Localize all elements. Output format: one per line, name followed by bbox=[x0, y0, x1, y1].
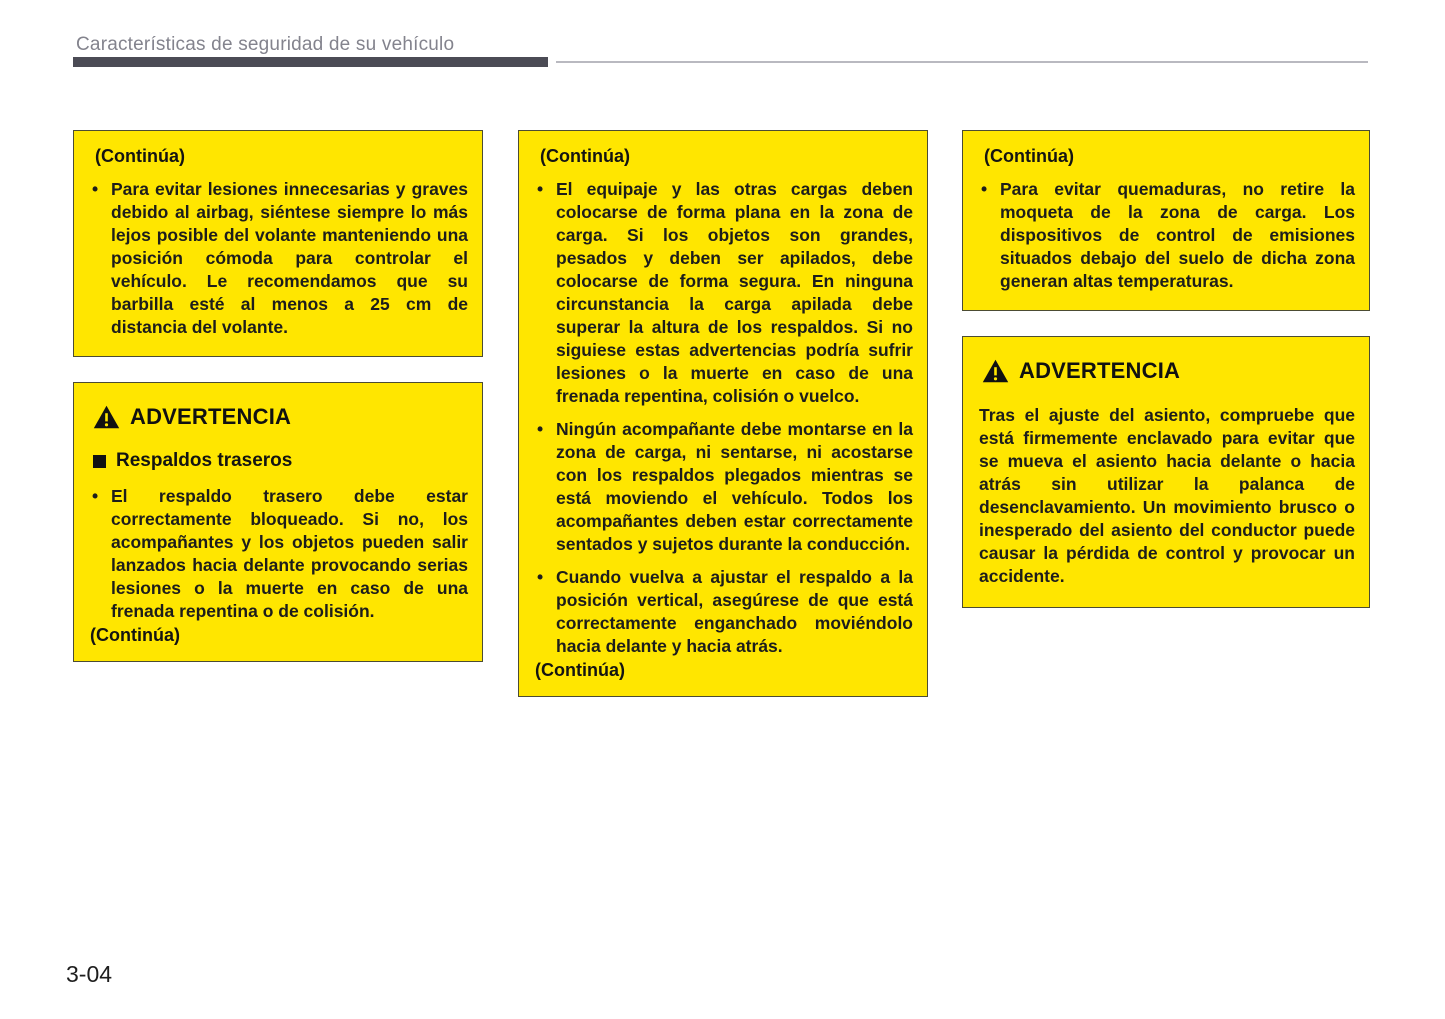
warning-paragraph: Tras el ajuste del asiento, compruebe que está firmemente enclavado para evitar que se mueva el asiento hacia delante o hacia atrás sin utilizar la palanca de desenclavamiento. Un movimiento brusco o inesperado del asiento del conductor puede causar la pérdida de control y provocar un accidente. bbox=[979, 405, 1355, 586]
warning-subheading bbox=[93, 450, 468, 472]
bullet-text: Ningún acompañante debe montarse en la zona de carga, ni sentarse, ni acostarse con los respaldos plegados mientras se está moviendo el vehículo. Todos los acompañantes deben estar correctamente sentados y sujetos durante la conducción. bbox=[556, 419, 913, 554]
square-bullet-icon bbox=[93, 455, 106, 468]
bullet-text: Cuando vuelva a ajustar el respaldo a la posición vertical, asegúrese de que está correctamente enganchado moviéndolo hacia delante y hacia atrás. bbox=[556, 567, 913, 656]
warning-title: ADVERTENCIA bbox=[1019, 358, 1181, 383]
bullet-item bbox=[89, 485, 468, 623]
warning-triangle-icon bbox=[93, 405, 120, 429]
page-title: Características de seguridad de su vehículo bbox=[76, 34, 455, 55]
header-accent-bar bbox=[73, 57, 548, 67]
page-number: 3-04 bbox=[66, 961, 113, 987]
bullet-text: El equipaje y las otras cargas deben colocarse de forma plana en la zona de carga. Si los objetos son grandes, pesados y deben ser apilados, debe colocarse de forma segura. En ninguna circunstancia la carga apilada debe superar la altura de los respaldos. Si no siguiese estas advertencias podría sufrir lesiones o la muerte en caso de una frenada repentina, colisión o vuelco. bbox=[556, 179, 913, 406]
bullet-item bbox=[89, 178, 468, 339]
continua-label: (Continúa) bbox=[535, 660, 625, 680]
warning-title: ADVERTENCIA bbox=[130, 404, 292, 429]
warning-heading bbox=[93, 404, 468, 430]
bullet-item bbox=[978, 178, 1355, 293]
bullet-item bbox=[534, 566, 913, 658]
continuation-box bbox=[962, 130, 1370, 311]
warning-subheading-text: Respaldos traseros bbox=[116, 450, 293, 471]
column-middle bbox=[518, 130, 928, 722]
header-rule-line bbox=[556, 61, 1368, 63]
continuation-box bbox=[73, 130, 483, 357]
warning-heading bbox=[982, 358, 1355, 384]
continua-label: (Continúa) bbox=[540, 146, 630, 166]
continua-label: (Continúa) bbox=[984, 146, 1074, 166]
bullet-list bbox=[534, 178, 913, 658]
continua-label: (Continúa) bbox=[90, 625, 180, 645]
bullet-list bbox=[89, 178, 468, 339]
column-right bbox=[962, 130, 1370, 633]
bullet-text: Para evitar quemaduras, no retire la moqueta de la zona de carga. Los dispositivos de control de emisiones situados debajo del suelo de dicha zona generan altas temperaturas. bbox=[1000, 179, 1355, 291]
bullet-list bbox=[89, 485, 468, 623]
column-left bbox=[73, 130, 483, 687]
bullet-item bbox=[534, 418, 913, 556]
bullet-item bbox=[534, 178, 913, 408]
warning-box bbox=[962, 336, 1370, 608]
continua-label: (Continúa) bbox=[95, 146, 185, 166]
warning-triangle-icon bbox=[982, 359, 1009, 383]
warning-box bbox=[73, 382, 483, 662]
bullet-text: El respaldo trasero debe estar correctamente bloqueado. Si no, los acompañantes y los objetos pueden salir lanzados hacia delante provocando serias lesiones o la muerte en caso de una frenada repentina o de colisión. bbox=[111, 486, 468, 621]
bullet-text: Para evitar lesiones innecesarias y graves debido al airbag, siéntese siempre lo más lejos posible del volante manteniendo una posición cómoda para controlar el vehículo. Le recomendamos que su barbilla esté al menos a 25 cm de distancia del volante. bbox=[111, 179, 468, 337]
continuation-box bbox=[518, 130, 928, 697]
bullet-list bbox=[978, 178, 1355, 293]
